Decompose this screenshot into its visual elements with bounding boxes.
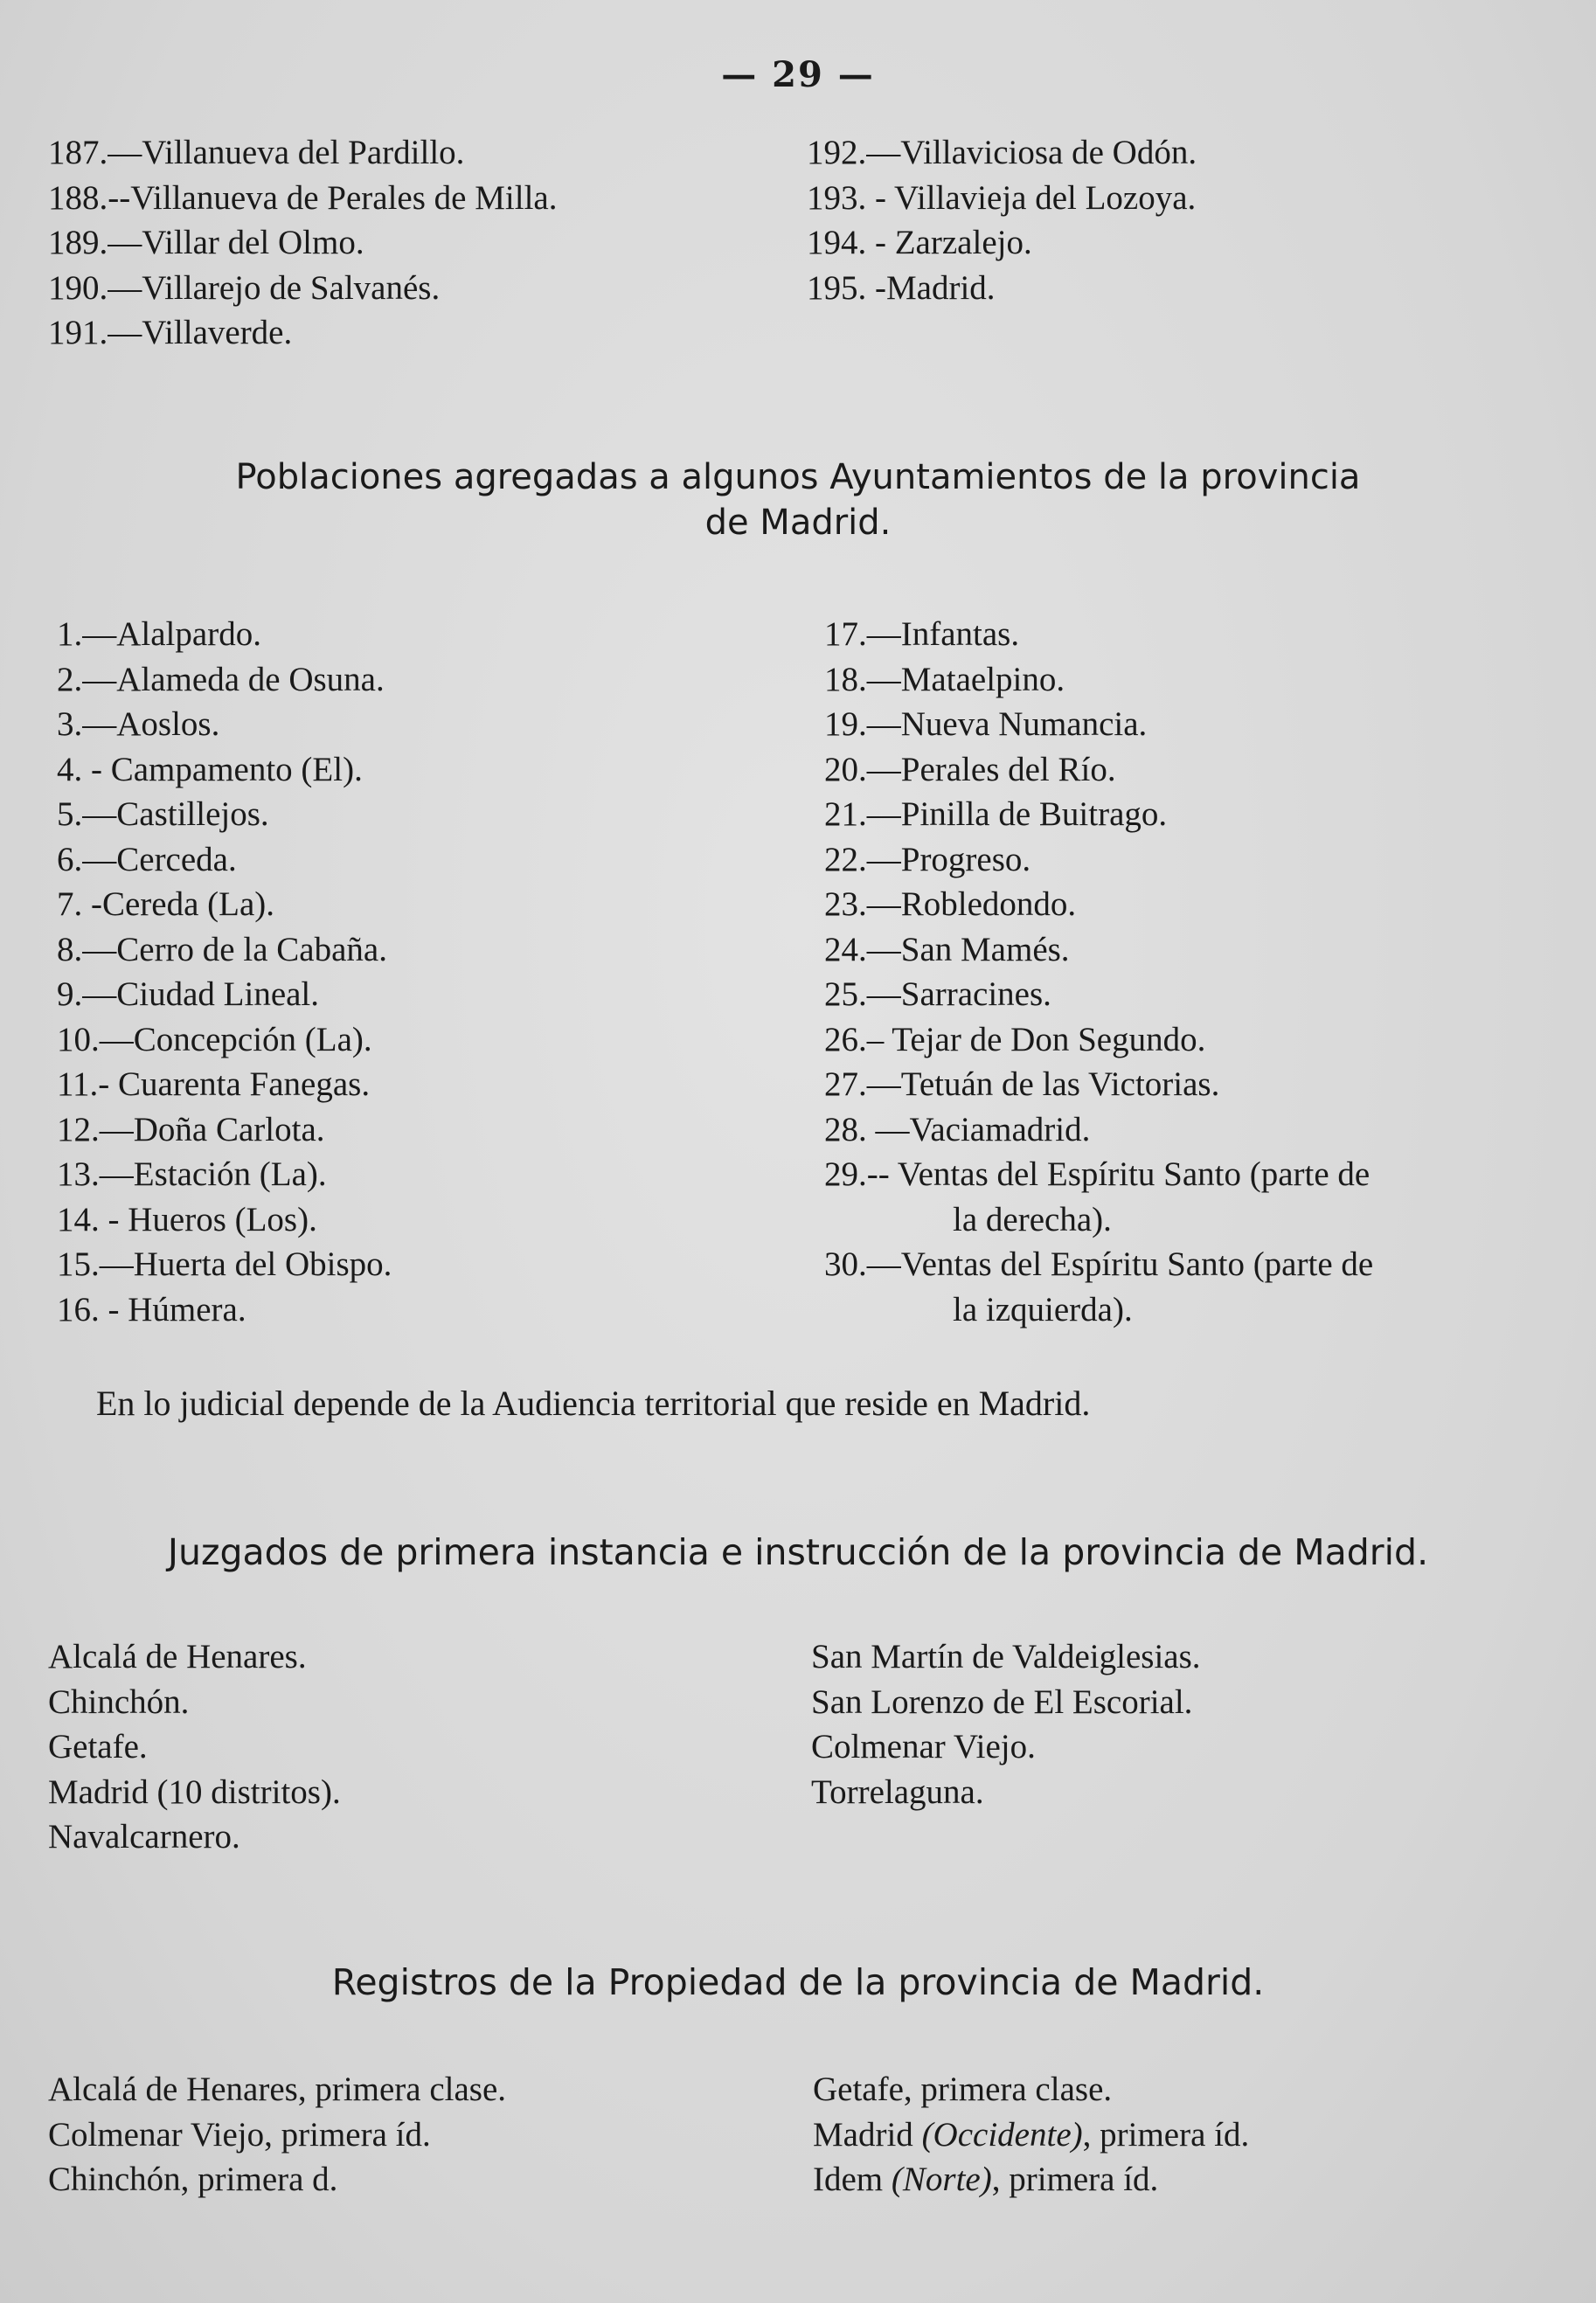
- list-item: 188.--Villanueva de Perales de Milla.: [48, 178, 558, 217]
- list-item: 192.—Villaviciosa de Odón.: [807, 134, 1197, 171]
- registro-part: Idem: [813, 2161, 892, 2198]
- list-item: 28. —Vaciamadrid.: [824, 1110, 1091, 1148]
- list-item: Navalcarnero.: [48, 1818, 240, 1856]
- list-item: 6.—Cerceda.: [57, 840, 237, 878]
- registros-list-right: [813, 2067, 1249, 2202]
- list-item: 13.—Estación (La).: [57, 1155, 327, 1193]
- registro-part: , primera íd.: [1082, 2115, 1250, 2154]
- juzgados-list-left: [48, 1634, 341, 1860]
- list-item: 23.—Robledondo.: [824, 885, 1077, 923]
- juzgados-heading: Juzgados de primera instancia e instrucción de la provincia de Madrid.: [167, 1531, 1429, 1573]
- list-item: 18.—Mataelpino.: [824, 660, 1065, 698]
- list-item: [813, 2112, 1249, 2158]
- list-item: Torrelaguna.: [811, 1772, 984, 1811]
- juzgados-list-right: [811, 1634, 1201, 1814]
- registro-part: , primera íd.: [991, 2161, 1159, 2198]
- list-item: 25.—Sarracines.: [824, 975, 1051, 1013]
- list-item: 193. - Villavieja del Lozoya.: [807, 178, 1197, 217]
- list-item: 2.—Alameda de Osuna.: [57, 660, 385, 698]
- list-item: Getafe, primera clase.: [813, 2071, 1113, 2108]
- list-item: 195. -Madrid.: [807, 268, 996, 307]
- top-list-left: [48, 130, 557, 356]
- list-item-30: 30.—Ventas del Espíritu Santo (parte de: [824, 1245, 1374, 1283]
- registro-italic: (Occidente): [921, 2115, 1083, 2154]
- list-item: 27.—Tetuán de las Victorias.: [824, 1065, 1220, 1103]
- list-item: [813, 2157, 1249, 2202]
- list-item: 191.—Villaverde.: [48, 314, 293, 351]
- list-item: Madrid (10 distritos).: [48, 1772, 341, 1811]
- list-item: 3.—Aoslos.: [57, 705, 220, 743]
- list-item: 194. - Zarzalejo.: [807, 224, 1032, 261]
- registros-heading: Registros de la Propiedad de la provincia de Madrid.: [331, 1961, 1265, 2003]
- list-item-29-cont: la derecha).: [953, 1200, 1112, 1238]
- list-item: 1.—Alalpardo.: [57, 615, 261, 653]
- list-item: 26.– Tejar de Don Segundo.: [824, 1020, 1206, 1058]
- list-item: 14. - Hueros (Los).: [57, 1200, 317, 1238]
- list-item: 4. - Campamento (El).: [57, 750, 363, 788]
- poblaciones-heading-line1: Poblaciones agregadas a algunos Ayuntamientos de la provincia: [235, 457, 1361, 497]
- list-item: 16. - Húmera.: [57, 1290, 246, 1328]
- list-item: 9.—Ciudad Lineal.: [57, 975, 320, 1013]
- poblaciones-heading-line2: de Madrid.: [704, 503, 892, 543]
- list-item: 189.—Villar del Olmo.: [48, 224, 364, 261]
- list-item: 22.—Progreso.: [824, 840, 1031, 878]
- list-item: 7. -Cereda (La).: [57, 885, 275, 923]
- list-item: 17.—Infantas.: [824, 615, 1020, 653]
- top-list-right: [807, 130, 1197, 310]
- poblaciones-heading: [0, 454, 1596, 545]
- list-item: 12.—Doña Carlota.: [57, 1110, 325, 1148]
- registros-list-left: [48, 2067, 506, 2202]
- registro-part: Madrid: [813, 2115, 922, 2154]
- list-item-29: 29.-- Ventas del Espíritu Santo (parte de: [824, 1155, 1370, 1193]
- list-item: 5.—Castillejos.: [57, 795, 269, 833]
- page-number: — 29 —: [721, 54, 875, 95]
- list-item: 21.—Pinilla de Buitrago.: [824, 795, 1168, 833]
- list-item: 187.—Villanueva del Pardillo.: [48, 134, 465, 171]
- judicial-text: En lo judicial depende de la Audiencia territorial que reside en Madrid.: [96, 1384, 1091, 1423]
- list-item: 24.—San Mamés.: [824, 930, 1070, 968]
- registro-italic: (Norte): [891, 2161, 992, 2198]
- list-item: Chinchón, primera d.: [48, 2161, 338, 2198]
- list-item-30-cont: la izquierda).: [953, 1290, 1133, 1328]
- list-item: Alcalá de Henares, primera clase.: [48, 2071, 507, 2108]
- list-item: San Martín de Valdeiglesias.: [811, 1638, 1201, 1675]
- poblaciones-list-right: [824, 612, 1373, 1332]
- list-item: 10.—Concepción (La).: [57, 1020, 372, 1058]
- list-item: San Lorenzo de El Escorial.: [811, 1682, 1193, 1721]
- list-item: Chinchón.: [48, 1682, 190, 1721]
- list-item: 190.—Villarejo de Salvanés.: [48, 268, 441, 307]
- list-item: Getafe.: [48, 1728, 148, 1765]
- list-item: Colmenar Viejo.: [811, 1728, 1036, 1765]
- list-item: 20.—Perales del Río.: [824, 750, 1116, 788]
- poblaciones-list-left: [57, 612, 392, 1332]
- list-item: 19.—Nueva Numancia.: [824, 705, 1148, 743]
- list-item: 15.—Huerta del Obispo.: [57, 1245, 392, 1283]
- list-item: Alcalá de Henares.: [48, 1638, 307, 1675]
- list-item: Colmenar Viejo, primera íd.: [48, 2115, 431, 2154]
- list-item: 8.—Cerro de la Cabaña.: [57, 930, 387, 968]
- list-item: 11.- Cuarenta Fanegas.: [57, 1065, 371, 1103]
